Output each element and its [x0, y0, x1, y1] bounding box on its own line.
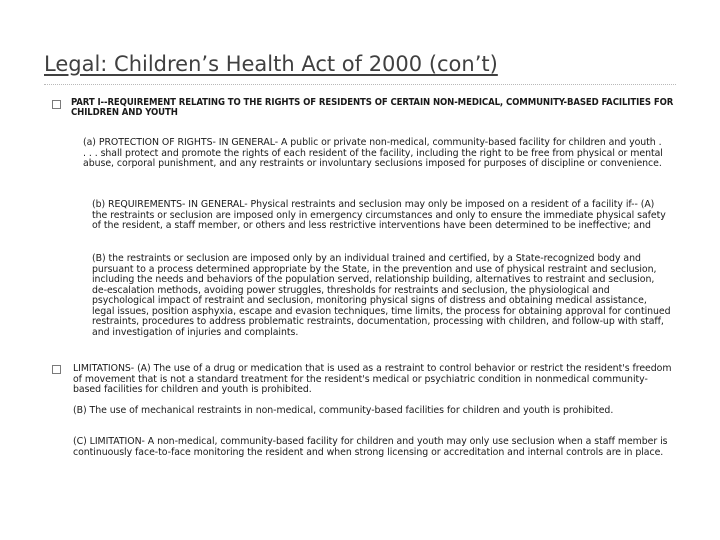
square-bullet-icon [52, 100, 61, 109]
title-divider [44, 84, 676, 85]
mechanical-restraints-paragraph: (B) The use of mechanical restraints in non-medical, community-based facilities for children and youth is prohibited. [73, 405, 614, 416]
square-bullet-icon [52, 365, 61, 374]
limitations-paragraph: LIMITATIONS- (A) The use of a drug or medication that is used as a restraint to control behavior or restrict the resident's freedom of movement that is not a standard treatment for the resident's medical or psychiatric condition in nonmedical community-based facilities for children and youth is prohibited. [73, 363, 672, 395]
part-heading: PART I--REQUIREMENT RELATING TO THE RIGHTS OF RESIDENTS OF CERTAIN NON-MEDICAL, COMMUNITY-BASED FACILITIES FOR CHILDREN AND YOUTH [71, 97, 674, 118]
slide-title: Legal: Children’s Health Act of 2000 (con’t) [44, 52, 498, 76]
protection-of-rights-paragraph: (a) PROTECTION OF RIGHTS- IN GENERAL- A public or private non-medical, community-based facility for children and youth . . . . shall protect and promote the rights of each resident of the facility, including the right to be free from physical or mental abuse, corporal punishment, and any restraints or involuntary seclusions imposed for purposes of discipline or convenience. [83, 137, 663, 169]
training-paragraph: (B) the restraints or seclusion are imposed only by an individual trained and certified, by a State-recognized body and pursuant to a process determined appropriate by the State, in the prevention and use of physical restraint and seclusion, including the needs and behaviors of the population served, relationship building, alternatives to restraint and seclusion, de-escalation methods, avoiding power struggles, thresholds for restraints and seclusion, the physiological and psychological impact of restraint and seclusion, monitoring physical signs of distress and obtaining medical assistance, legal issues, position asphyxia, escape and evasion techniques, time limits, the process for obtaining approval for continued restraints, procedures to address problematic restraints, documentation, processing with children, and follow-up with staff, and investigation of injuries and complaints. [92, 253, 671, 338]
requirements-paragraph: (b) REQUIREMENTS- IN GENERAL- Physical restraints and seclusion may only be imposed on a resident of a facility if-- (A) the restraints or seclusion are imposed only in emergency circumstances and only to ensure the immediate physical safety of the resident, a staff member, or others and less restrictive interventions have been determined to be ineffective; and [92, 199, 666, 231]
seclusion-limitation-paragraph: (C) LIMITATION- A non-medical, community-based facility for children and youth may only use seclusion when a staff member is continuously face-to-face monitoring the resident and when strong licensing or accreditation and internal controls are in place. [73, 436, 668, 458]
